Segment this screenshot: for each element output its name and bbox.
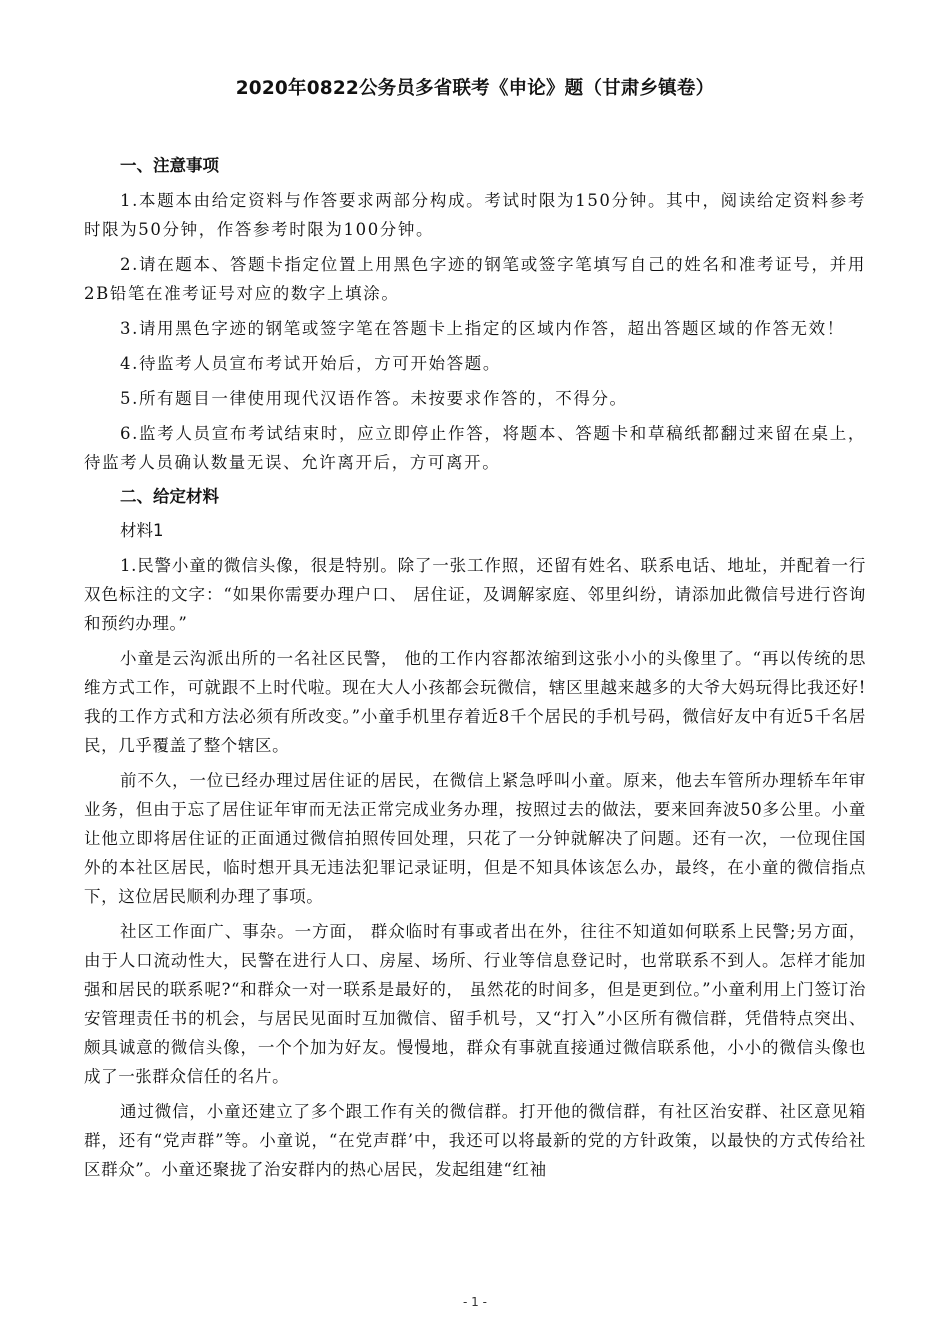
material-paragraph: 小童是云沟派出所的一名社区民警， 他的工作内容都浓缩到这张小小的头像里了。“再以传统的思维方式工作，可就跟不上时代啦。现在大人小孩都会玩微信，辖区里越来越多的大爷大妈玩得比我还好!我的工作方式和方法必须有所改变。”小童手机里存着近8千个居民的手机号码，微信好友中有近5千名居民，几乎覆盖了整个辖区。 <box>84 649 866 755</box>
note-item: 5.所有题目一律使用现代汉语作答。未按要求作答的，不得分。 <box>120 389 628 408</box>
page-title: 2020年0822公务员多省联考《申论》题（甘肃乡镇卷） <box>235 78 715 99</box>
note-item: 2.请在题本、答题卡指定位置上用黑色字迹的钢笔或签字笔填写自己的姓名和准考证号，并用2B铅笔在准考证号对应的数字上填涂。 <box>84 255 866 303</box>
document-body <box>84 152 866 1190</box>
material-paragraph: 通过微信，小童还建立了多个跟工作有关的微信群。打开他的微信群，有社区治安群、社区意见箱群，还有“党声群”等。小童说，“在党声群’中，我还可以将最新的党的方针政策，以最快的方式传给社区群众”。小童还聚拢了治安群内的热心居民，发起组建“红袖 <box>84 1102 866 1179</box>
note-item: 6.监考人员宣布考试结束时，应立即停止作答，将题本、答题卡和草稿纸都翻过来留在桌上，待监考人员确认数量无误、允许离开后，方可离开。 <box>84 424 866 472</box>
note-item: 3.请用黑色字迹的钢笔或签字笔在答题卡上指定的区域内作答，超出答题区域的作答无效！ <box>120 319 845 338</box>
section-heading-notes: 一、注意事项 <box>120 156 219 175</box>
page-number: - 1 - <box>463 1295 487 1309</box>
material-paragraph: 社区工作面广、事杂。一方面， 群众临时有事或者出在外，往往不知道如何联系上民警;另方面，由于人口流动性大，民警在进行人口、房屋、场所、行业等信息登记时，也常联系不到人。怎样才能加强和居民的联系呢?“和群众一对一联系是最好的， 虽然花的时间多，但是更到位。”小童利用上门签订治安管理责任书的机会，与居民见面时互加微信、留手机号，又“打入”小区所有微信群，凭借特点突出、颇具诚意的微信头像，一个个加为好友。慢慢地，群众有事就直接通过微信联系他，小小的微信头像也成了一张群众信任的名片。 <box>84 922 866 1086</box>
material-paragraph: 1.民警小童的微信头像，很是特别。除了一张工作照，还留有姓名、联系电话、地址，并配着一行双色标注的文字：“如果你需要办理户口、 居住证，及调解家庭、邻里纠纷，请添加此微信号进行咨询和预约办理。” <box>84 556 866 633</box>
note-item: 1.本题本由给定资料与作答要求两部分构成。考试时限为150分钟。其中，阅读给定资料参考时限为50分钟，作答参考时限为100分钟。 <box>84 191 866 239</box>
material-paragraph: 前不久，一位已经办理过居住证的居民，在微信上紧急呼叫小童。原来，他去车管所办理轿车年审业务，但由于忘了居住证年审而无法正常完成业务办理，按照过去的做法，要来回奔波50多公里。小童让他立即将居住证的正面通过微信拍照传回处理，只花了一分钟就解决了问题。还有一次，一位现住国外的本社区居民，临时想开具无违法犯罪记录证明，但是不知具体该怎么办，最终，在小童的微信指点下，这位居民顺利办理了事项。 <box>84 771 866 906</box>
material-label: 材料1 <box>120 521 164 540</box>
note-item: 4.待监考人员宣布考试开始后，方可开始答题。 <box>120 354 501 373</box>
section-heading-materials: 二、给定材料 <box>120 487 219 506</box>
